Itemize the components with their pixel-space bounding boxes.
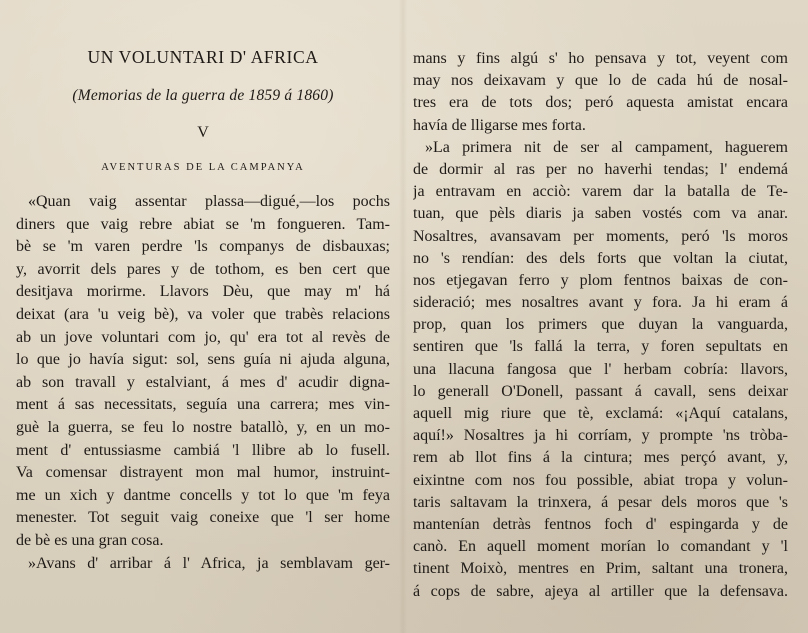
text-line: mantenían detràs fentnos foch d' espingarda y de (413, 515, 788, 533)
text-line: de bè es una gran cosa. (16, 531, 164, 549)
right-column (413, 48, 788, 603)
chapter-subtitle: (Memorias de la guerra de 1859 á 1860) (72, 87, 334, 104)
text-line: aquí!» Nosaltres ja hi corríam, y prompte 'ns tròba- (413, 427, 788, 445)
text-line: sideració; mes nosaltres avant y fora. Ja hi eram á (413, 294, 788, 312)
text-line: »La primera nit de ser al campament, haguerem (425, 138, 788, 156)
text-line: Va comensar distrayent mon mal humor, instruint- (16, 464, 390, 482)
text-line: ja entravam en acciò: varem dar la batalla de Te- (413, 183, 788, 201)
text-line: diners que vaig rebre abiat se 'm fongueren. Tam- (16, 215, 390, 233)
section-heading: AVENTURAS DE LA CAMPANYA (101, 162, 305, 173)
text-line: tres era de tots dos; peró aquesta amistat encara (413, 94, 788, 112)
text-line: Nosaltres, avansavam per moments, peró 'ls moros (413, 227, 788, 245)
text-line: ment d' entussiasme cambiá 'l llibre ab lo fusell. (16, 441, 390, 459)
text-line: menester. Tot seguit vaig coneixe que 'l ser home (16, 509, 390, 527)
text-line: una llacuna fangosa que l' herbam cobría: llavors, (413, 360, 788, 378)
text-line: mans y fins algú s' ho pensava y tot, veyent com (413, 50, 788, 67)
column-gutter (399, 0, 407, 633)
text-line: sentiren que 'ls fallá la terra, y foren sepultats en (413, 338, 788, 356)
text-line: lo generall O'Donell, passant á cavall, sens deixar (413, 382, 788, 400)
text-line: rem ab llot fins á la cintura; mes perçó avant, y, (413, 449, 788, 467)
left-body-text (16, 191, 390, 575)
text-line: tinent Moixò, mentres en Prim, saltant una tronera, (413, 560, 788, 578)
text-line: aquell mig riure que tè, exclamá: «¡Aquí catalans, (413, 405, 788, 422)
text-line: guè la guerra, se feu lo nostre batallò, y, en un mo- (16, 418, 390, 436)
text-line: desitjava morirme. Llavors Dèu, que may m' há (16, 283, 390, 301)
text-line: taris saltavam la trinxera, á pesar dels moros que 's (413, 493, 788, 511)
text-line: deixat (ara 'u veig bè), va voler que trabès relacions (16, 305, 390, 323)
text-line: á cops de sabre, ajeya al artiller que la defensava. (413, 582, 788, 600)
text-line: havía de lligarse mes forta. (413, 116, 586, 134)
text-line: ment á sas necessitats, seguía una carrera; mes vin- (16, 396, 390, 414)
text-line: de dormir al ras per no haverhi tendas; l' endemá (413, 160, 788, 178)
text-line: y, avorrit dels pares y de tothom, es ben cert que (16, 260, 390, 278)
text-line: canò. En aquell moment morían lo comandant y 'l (413, 538, 788, 556)
text-line: ab son travall y estalviant, á mes d' acudir digna- (16, 373, 390, 391)
text-line: ab un jove voluntari com jo, qu' era tot al revès de (16, 328, 390, 346)
text-line: bè se 'm varen perdre 'ls companys de disbauxas; (16, 238, 390, 256)
text-line: may nos deixavam y que lo de cada hú de nosal- (413, 72, 788, 90)
text-line: »Avans d' arribar á l' Africa, ja semblavam ger- (28, 554, 390, 572)
left-column (16, 40, 390, 575)
text-line: «Quan vaig assentar plassa—digué,—los pochs (28, 193, 390, 210)
text-line: me un xich y dantme concells y tot lo que 'm feya (16, 486, 390, 504)
text-line: prop, quan los primers que duyan la vanguarda, (413, 316, 788, 334)
text-line: lo que jo havía sigut: sol, sens guía ni ajuda alguna, (16, 351, 390, 369)
text-line: no 's rendían: des dels forts que voltan la ciutat, (413, 249, 788, 267)
text-line: nos etjegavan ferro y plom fentnos baixas de con- (413, 271, 788, 289)
text-line: tuan, que pèls diaris ja saben vostés com va anar. (413, 205, 788, 223)
text-line: eixintne com nos fou possible, abiat tropa y volun- (413, 471, 788, 489)
chapter-heading: UN VOLUNTARI D' AFRICA (87, 47, 319, 67)
chapter-number: V (197, 124, 209, 141)
